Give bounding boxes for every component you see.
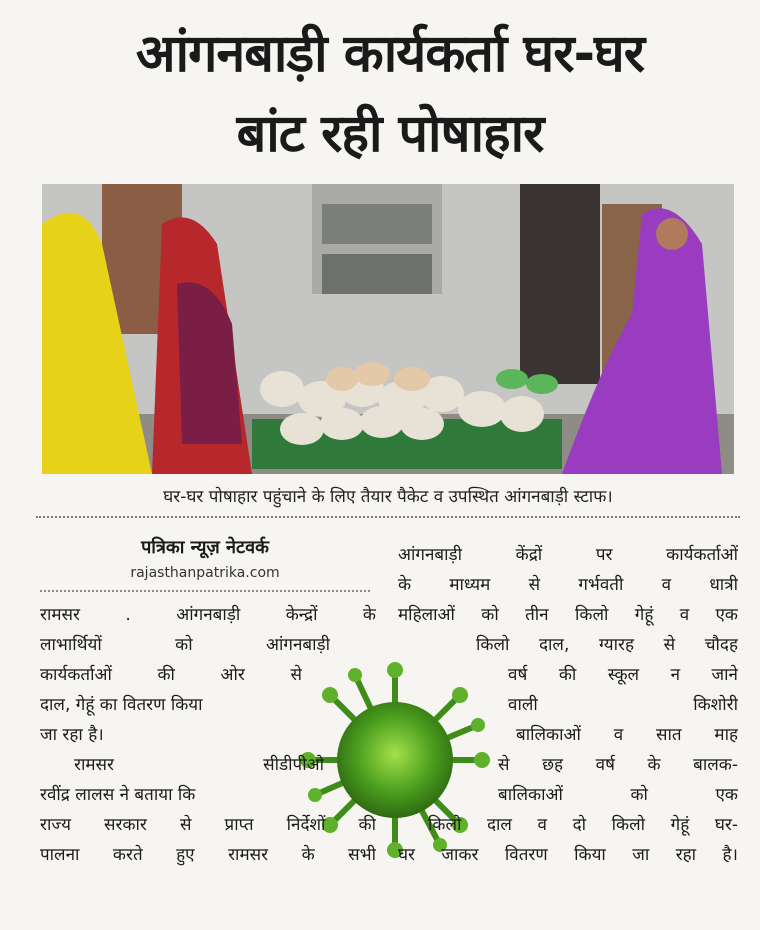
- news-photo: [42, 184, 734, 474]
- article-line: घर जाकर वितरण किया जा रहा है।: [398, 845, 738, 865]
- article-line: बालिकाओं को एक: [498, 785, 738, 805]
- article-line: से छह वर्ष के बालक-: [498, 755, 738, 775]
- photo-caption: घर-घर पोषाहार पहुंचाने के लिए तैयार पैकेट व उपस्थित आंगनबाड़ी स्टाफ।: [163, 487, 613, 507]
- article-line: वाली किशोरी: [508, 695, 738, 715]
- article-line: रामसर . आंगनबाड़ी केन्द्रों के: [40, 605, 376, 625]
- article-line: आंगनबाड़ी केंद्रों पर कार्यकर्ताओं: [398, 545, 738, 565]
- byline-site: rajasthanpatrika.com: [130, 565, 280, 581]
- headline-line-1: आंगनबाड़ी कार्यकर्ता घर-घर: [135, 24, 645, 84]
- article-line: राज्य सरकार से प्राप्त निर्देशों की: [40, 815, 376, 835]
- article-line: जा रहा है।: [40, 725, 104, 745]
- divider: [36, 516, 740, 518]
- anganwadi-workers-photo: [42, 184, 734, 474]
- article-line: रवींद्र लालस ने बताया कि: [40, 785, 196, 805]
- article-line: बालिकाओं व सात माह: [516, 725, 738, 745]
- article-line: किलो दाल व दो किलो गेहूं घर-: [428, 815, 738, 835]
- article-line: रामसर सीडीपीओ: [74, 755, 324, 775]
- article-line: कार्यकर्ताओं की ओर से: [40, 665, 302, 685]
- article-line: दाल, गेहूं का वितरण किया: [40, 695, 203, 715]
- byline: [40, 534, 370, 584]
- article-line: महिलाओं को तीन किलो गेहूं व एक: [398, 605, 738, 625]
- byline-divider: [40, 590, 370, 592]
- article-line: किलो दाल, ग्यारह से चौदह: [476, 635, 738, 655]
- article-line: के माध्यम से गर्भवती व धात्री: [398, 575, 738, 595]
- headline-line-2: बांट रही पोषाहार: [236, 104, 544, 164]
- article-column-1: [40, 600, 376, 870]
- byline-agency: पत्रिका न्यूज़ नेटवर्क: [141, 537, 269, 558]
- headline: [40, 14, 740, 174]
- article-line: पालना करते हुए रामसर के सभी: [40, 845, 376, 865]
- article-line: वर्ष की स्कूल न जाने: [508, 665, 738, 685]
- article-line: लाभार्थियों को आंगनबाड़ी: [40, 635, 330, 655]
- article-column-2: [398, 540, 738, 870]
